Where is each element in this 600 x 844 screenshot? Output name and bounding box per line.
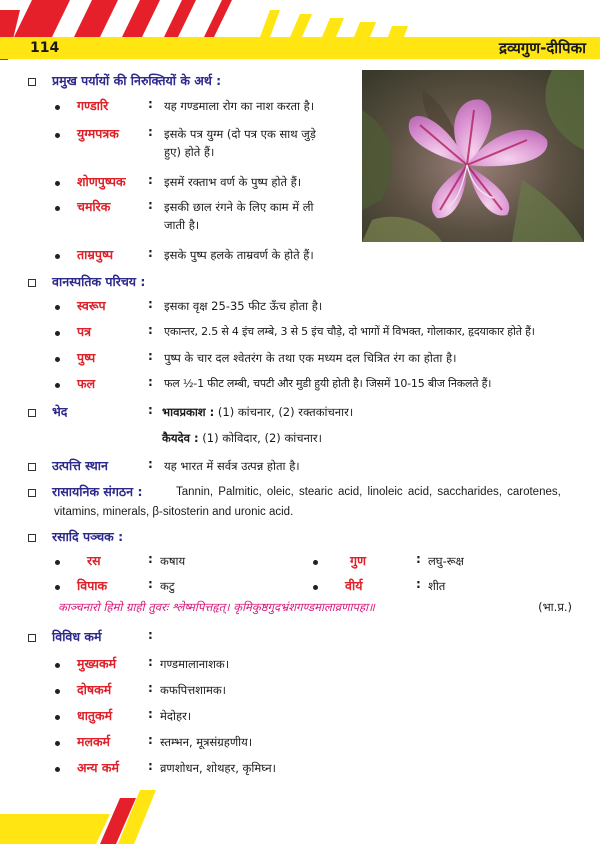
desc-yugmapatrak-1: इसके पत्र युग्म (दो पत्र एक साथ जुड़े: [164, 127, 316, 141]
list-bullet: [313, 560, 318, 565]
varieties-line-2: [162, 430, 562, 446]
term-pushpa: पुष्प: [77, 350, 96, 365]
section-title-chemical: रासायनिक संगठन :: [52, 484, 143, 499]
section-title-etymology: प्रमुख पर्यायों की निरुक्तियों के अर्थ :: [52, 73, 222, 88]
list-bullet: [313, 585, 318, 590]
varieties-label-2: कैयदेव :: [162, 431, 199, 445]
colon: :: [148, 759, 153, 773]
term-gandari: गण्डारि: [77, 98, 109, 113]
section-bullet: [28, 78, 36, 86]
desc-doshkarm: कफपित्तशामक।: [160, 683, 227, 697]
varieties-line-1: [162, 404, 562, 420]
desc-chamarik-1: इसकी छाल रंगने के लिए काम में ली: [164, 200, 314, 214]
term-gun: गुण: [350, 553, 367, 568]
value-vipak: कटु: [160, 579, 175, 593]
list-bullet: [55, 305, 60, 310]
term-yugmapatrak: युग्मपत्रक: [77, 126, 119, 141]
list-bullet: [55, 715, 60, 720]
section-title-habitat: उत्पत्ति स्थान: [52, 458, 108, 473]
list-bullet: [55, 206, 60, 211]
list-bullet: [55, 254, 60, 259]
list-bullet: [55, 689, 60, 694]
desc-anyakarm: व्रणशोधन, शोथहर, कृमिघ्न।: [160, 761, 277, 775]
desc-dhatukarm: मेदोहर।: [160, 709, 192, 723]
desc-swaroop: इसका वृक्ष 25-35 फीट ऊँच होता है।: [164, 299, 323, 313]
colon: :: [416, 552, 421, 566]
colon: :: [148, 198, 153, 212]
colon: :: [148, 297, 153, 311]
term-virya: वीर्य: [345, 578, 363, 593]
colon: :: [148, 246, 153, 260]
colon: :: [148, 577, 153, 591]
section-title-botanical: वानस्पतिक परिचय :: [52, 274, 146, 289]
desc-tamrapushpa: इसके पुष्प हलके ताम्रवर्ण के होते हैं।: [164, 248, 314, 262]
desc-pushpa: पुष्प के चार दल श्वेतरंग के तथा एक मध्यम दल चित्रित रंग का होता है।: [164, 351, 457, 365]
term-ras: रस: [87, 553, 101, 568]
list-bullet: [55, 357, 60, 362]
term-phal: फल: [77, 376, 96, 391]
section-bullet: [28, 534, 36, 542]
section-title-varieties: भेद: [52, 404, 68, 419]
term-swaroop: स्वरूप: [77, 298, 106, 313]
colon: :: [148, 733, 153, 747]
list-bullet: [55, 767, 60, 772]
bauhinia-flower-photo: [362, 70, 584, 242]
footer-stripes: [0, 790, 600, 844]
section-bullet: [28, 489, 36, 497]
colon: :: [148, 457, 153, 471]
term-malkarm: मलकर्म: [77, 734, 111, 749]
list-bullet: [55, 383, 60, 388]
colon: :: [148, 552, 153, 566]
term-shonapushpak: शोणपुष्पक: [77, 174, 126, 189]
list-bullet: [55, 105, 60, 110]
colon: :: [148, 403, 153, 417]
value-gun: लघु-रूक्ष: [428, 554, 464, 568]
list-bullet: [55, 133, 60, 138]
colon: :: [148, 375, 153, 389]
colon: :: [148, 655, 153, 669]
colon: :: [148, 681, 153, 695]
desc-gandari: यह गण्डमाला रोग का नाश करता है।: [164, 99, 315, 113]
desc-yugmapatrak-2: हुए) होते हैं।: [164, 145, 215, 159]
desc-malkarm: स्तम्भन, मूत्रसंग्रहणीय।: [160, 735, 253, 749]
section-title-actions: विविध कर्म: [52, 629, 102, 644]
list-bullet: [55, 663, 60, 668]
term-doshkarm: दोषकर्म: [77, 682, 112, 697]
page-number: 114: [30, 40, 60, 56]
varieties-text-1: (1) कांचनार, (2) रक्तकांचनार।: [217, 405, 354, 419]
colon: :: [416, 577, 421, 591]
term-tamrapushpa: ताम्रपुष्प: [77, 247, 114, 262]
term-anyakarm: अन्य कर्म: [77, 760, 119, 775]
list-bullet: [55, 741, 60, 746]
term-patra: पत्र: [77, 324, 92, 339]
term-chamarik: चमरिक: [77, 199, 111, 214]
value-ras: कषाय: [160, 554, 186, 568]
list-bullet: [55, 585, 60, 590]
desc-shonapushpak: इसमें रक्ताभ वर्ण के पुष्प होते हैं।: [164, 175, 302, 189]
list-bullet: [55, 560, 60, 565]
book-title: द्रव्यगुण-दीपिका: [499, 39, 586, 57]
desc-habitat: यह भारत में सर्वत्र उत्पन्न होता है।: [164, 459, 300, 473]
colon: :: [148, 628, 153, 642]
colon: :: [148, 97, 153, 111]
colon: :: [148, 323, 153, 337]
colon: :: [148, 349, 153, 363]
colon: :: [148, 173, 153, 187]
desc-phal: फल ½-1 फीट लम्बी, चपटी और मुडी हुयी होती है। जिसमें 10-15 बीज निकलते हैं।: [164, 377, 492, 390]
chemical-line-1: Tannin, Palmitic, oleic, stearic acid, linoleic acid, saccharides, carotenes,: [176, 486, 561, 498]
chemical-line-2: vitamins, minerals, β-sitosterin and uronic acid.: [54, 506, 294, 518]
term-mukhyakarm: मुख्यकर्म: [77, 656, 117, 671]
desc-patra: एकान्तर, 2.5 से 4 इंच लम्बे, 3 से 5 इंच चौड़े, दो भागों में विभक्त, गोलाकार, हृदयाकार होते हैं।: [164, 325, 535, 338]
varieties-label-1: भावप्रकाश :: [162, 405, 215, 419]
section-bullet: [28, 634, 36, 642]
section-title-rasadi: रसादि पञ्चक :: [52, 529, 124, 544]
shloka-reference: (भा.प्र.): [538, 600, 572, 614]
term-dhatukarm: धातुकर्म: [77, 708, 113, 723]
section-bullet: [28, 463, 36, 471]
list-bullet: [55, 331, 60, 336]
section-bullet: [28, 409, 36, 417]
varieties-text-2: (1) कोविदार, (2) कांचनार।: [202, 431, 322, 445]
desc-chamarik-2: जाती है।: [164, 218, 200, 232]
shloka-verse: काञ्चनारो हिमो ग्राही तुवरः श्लेष्मपित्तहृत्। कृमिकुष्ठगुदभ्रंशगण्डमालाव्रणापहा॥: [58, 600, 375, 614]
colon: :: [148, 125, 153, 139]
desc-mukhyakarm: गण्डमालानाशक।: [160, 657, 230, 671]
section-bullet: [28, 279, 36, 287]
colon: :: [148, 707, 153, 721]
term-vipak: विपाक: [77, 578, 108, 593]
value-virya: शीत: [428, 579, 446, 593]
list-bullet: [55, 181, 60, 186]
